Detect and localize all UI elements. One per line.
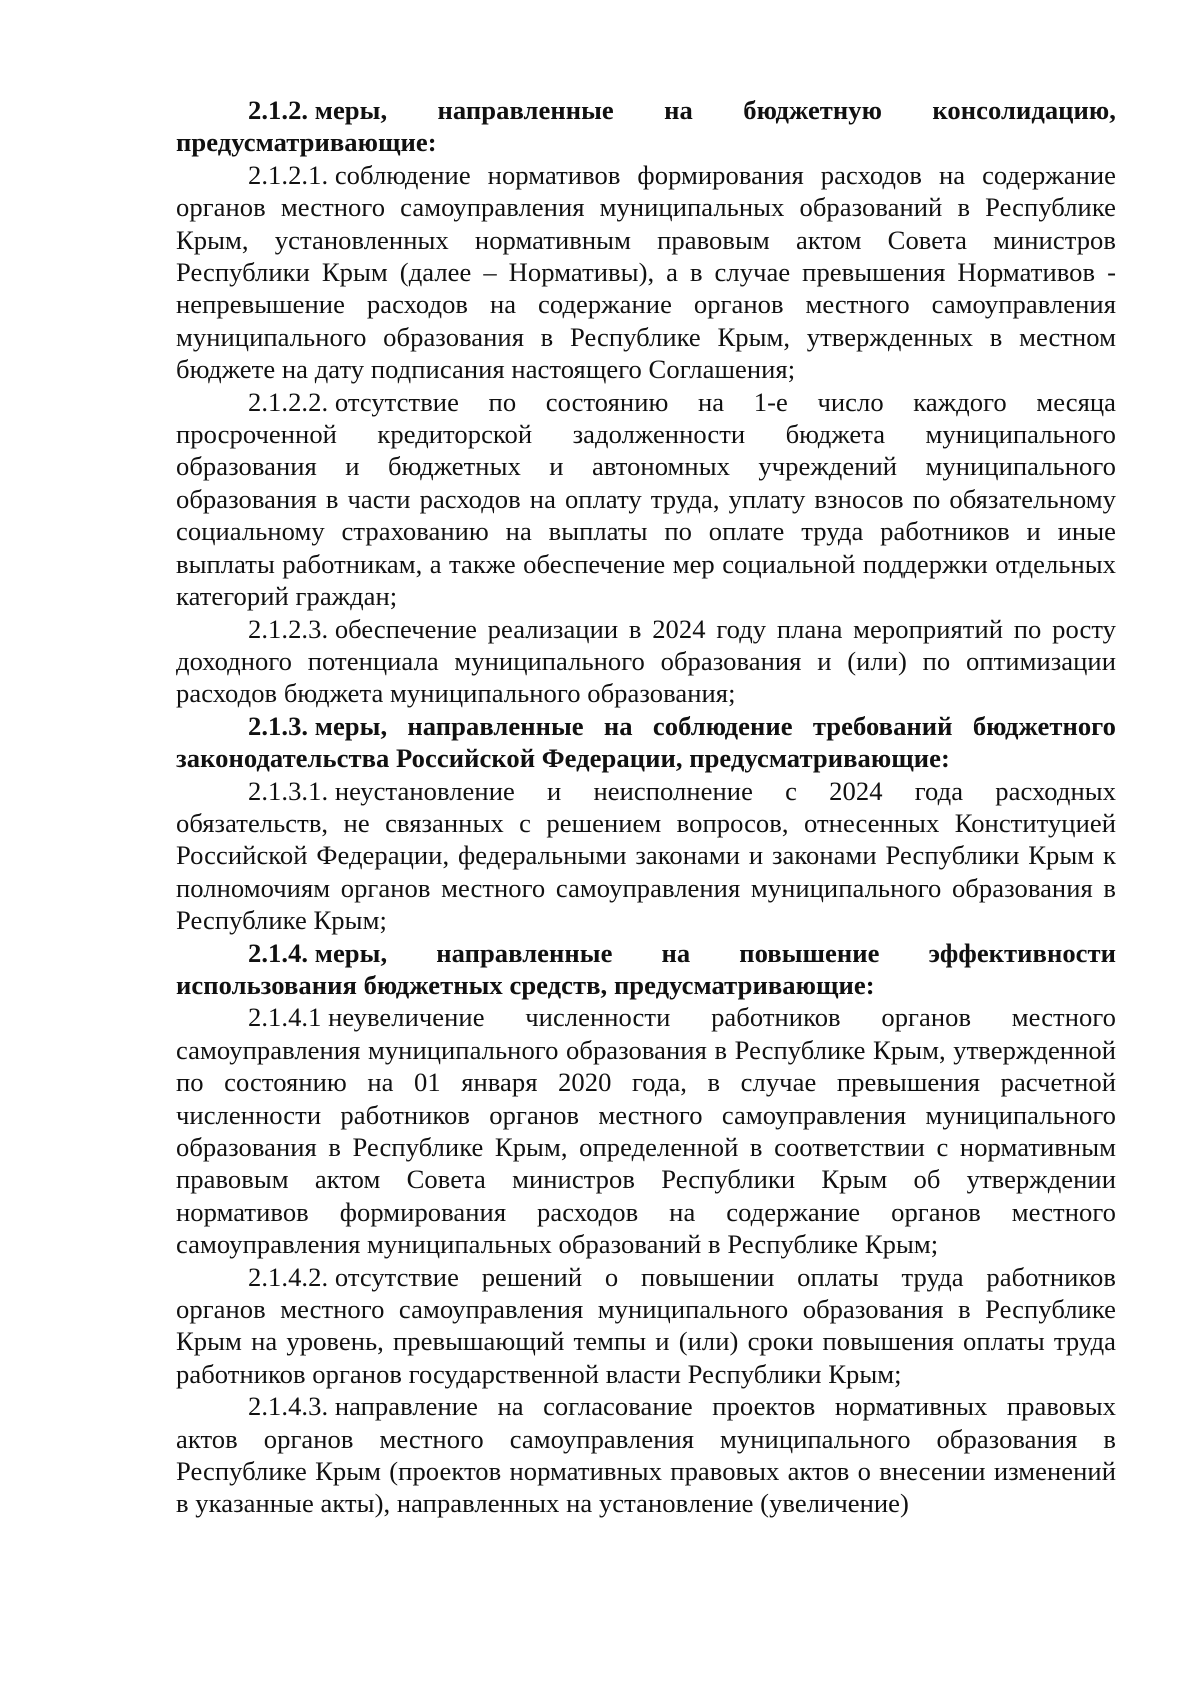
clause-number: 2.1.4.2. xyxy=(248,1261,329,1292)
section-2-1-2-heading xyxy=(176,94,1116,159)
clause-2-1-2-2 xyxy=(176,386,1116,613)
clause-2-1-4-3 xyxy=(176,1390,1116,1520)
clause-text: отсутствие по состоянию на 1-е число каждого месяца просроченной кредиторской задолженности бюджета муниципального образования и бюджетных и автономных учреждений муниципального образования в части расходов на оплату труда, уплату взносов по обязательному социальному страхованию на выплаты по оплате труда работников и иные выплаты работникам, а также обеспечение мер социальной поддержки отдельных категорий граждан; xyxy=(176,386,1116,612)
clause-number: 2.1.4.3. xyxy=(248,1391,329,1422)
section-2-1-4-heading xyxy=(176,937,1116,1002)
clause-text: отсутствие решений о повышении оплаты труда работников органов местного самоуправления муниципального образования в Республике Крым на уровень, превышающий темпы и (или) сроки повышения оплаты труда работников органов государственной власти Республики Крым; xyxy=(176,1261,1116,1389)
clause-2-1-4-2 xyxy=(176,1261,1116,1391)
clause-2-1-2-3 xyxy=(176,613,1116,710)
clause-2-1-4-1 xyxy=(176,1001,1116,1260)
clause-number: 2.1.2.2. xyxy=(248,386,329,417)
clause-text: меры, направленные на повышение эффективности использования бюджетных средств, предусматривающие: xyxy=(176,937,1116,1000)
clause-number: 2.1.4. xyxy=(248,937,309,968)
clause-text: меры, направленные на бюджетную консолидацию, предусматривающие: xyxy=(176,95,1116,158)
clause-number: 2.1.3.1. xyxy=(248,775,329,806)
clause-text: направление на согласование проектов нормативных правовых актов органов местного самоуправления муниципального образования в Республике Крым (проектов нормативных правовых актов о внесении изменений в указанные акты), направленных на установление (увеличение) xyxy=(176,1391,1116,1519)
clause-2-1-2-1 xyxy=(176,159,1116,386)
clause-number: 2.1.2.3. xyxy=(248,613,329,644)
clause-text: меры, направленные на соблюдение требований бюджетного законодательства Российской Федерации, предусматривающие: xyxy=(176,710,1116,774)
clause-number: 2.1.2. xyxy=(248,95,309,125)
clause-number: 2.1.2.1. xyxy=(248,159,329,190)
clause-number: 2.1.3. xyxy=(248,710,309,741)
clause-text: неустановление и неисполнение с 2024 года расходных обязательств, не связанных с решением вопросов, отнесенных Конституцией Российской Федерации, федеральными законами и законами Республики Крым к полномочиям органов местного самоуправления муниципального образования в Республике Крым; xyxy=(176,775,1116,936)
section-2-1-3-heading xyxy=(176,710,1116,775)
clause-2-1-3-1 xyxy=(176,775,1116,937)
clause-text: соблюдение нормативов формирования расходов на содержание органов местного самоуправления муниципальных образований в Республике Крым, установленных нормативным правовым актом Совета министров Республики Крым (далее – Нормативы), а в случае превышения Нормативов - непревышение расходов на содержание органов местного самоуправления муниципального образования в Республике Крым, утвержденных в местном бюджете на дату подписания настоящего Соглашения; xyxy=(176,159,1116,385)
clause-text: обеспечение реализации в 2024 году плана мероприятий по росту доходного потенциала муниципального образования и (или) по оптимизации расходов бюджета муниципального образования; xyxy=(176,613,1116,709)
clause-text: неувеличение численности работников органов местного самоуправления муниципального образования в Республике Крым, утвержденной по состоянию на 01 января 2020 года, в случае превышения расчетной численности работников органов местного самоуправления муниципального образования в Республике Крым, определенной в соответствии с нормативным правовым актом Совета министров Республики Крым об утверждении нормативов формирования расходов на содержание органов местного самоуправления муниципальных образований в Республике Крым; xyxy=(176,1002,1116,1260)
clause-number: 2.1.4.1 xyxy=(248,1002,322,1033)
document-page xyxy=(176,94,1116,1654)
